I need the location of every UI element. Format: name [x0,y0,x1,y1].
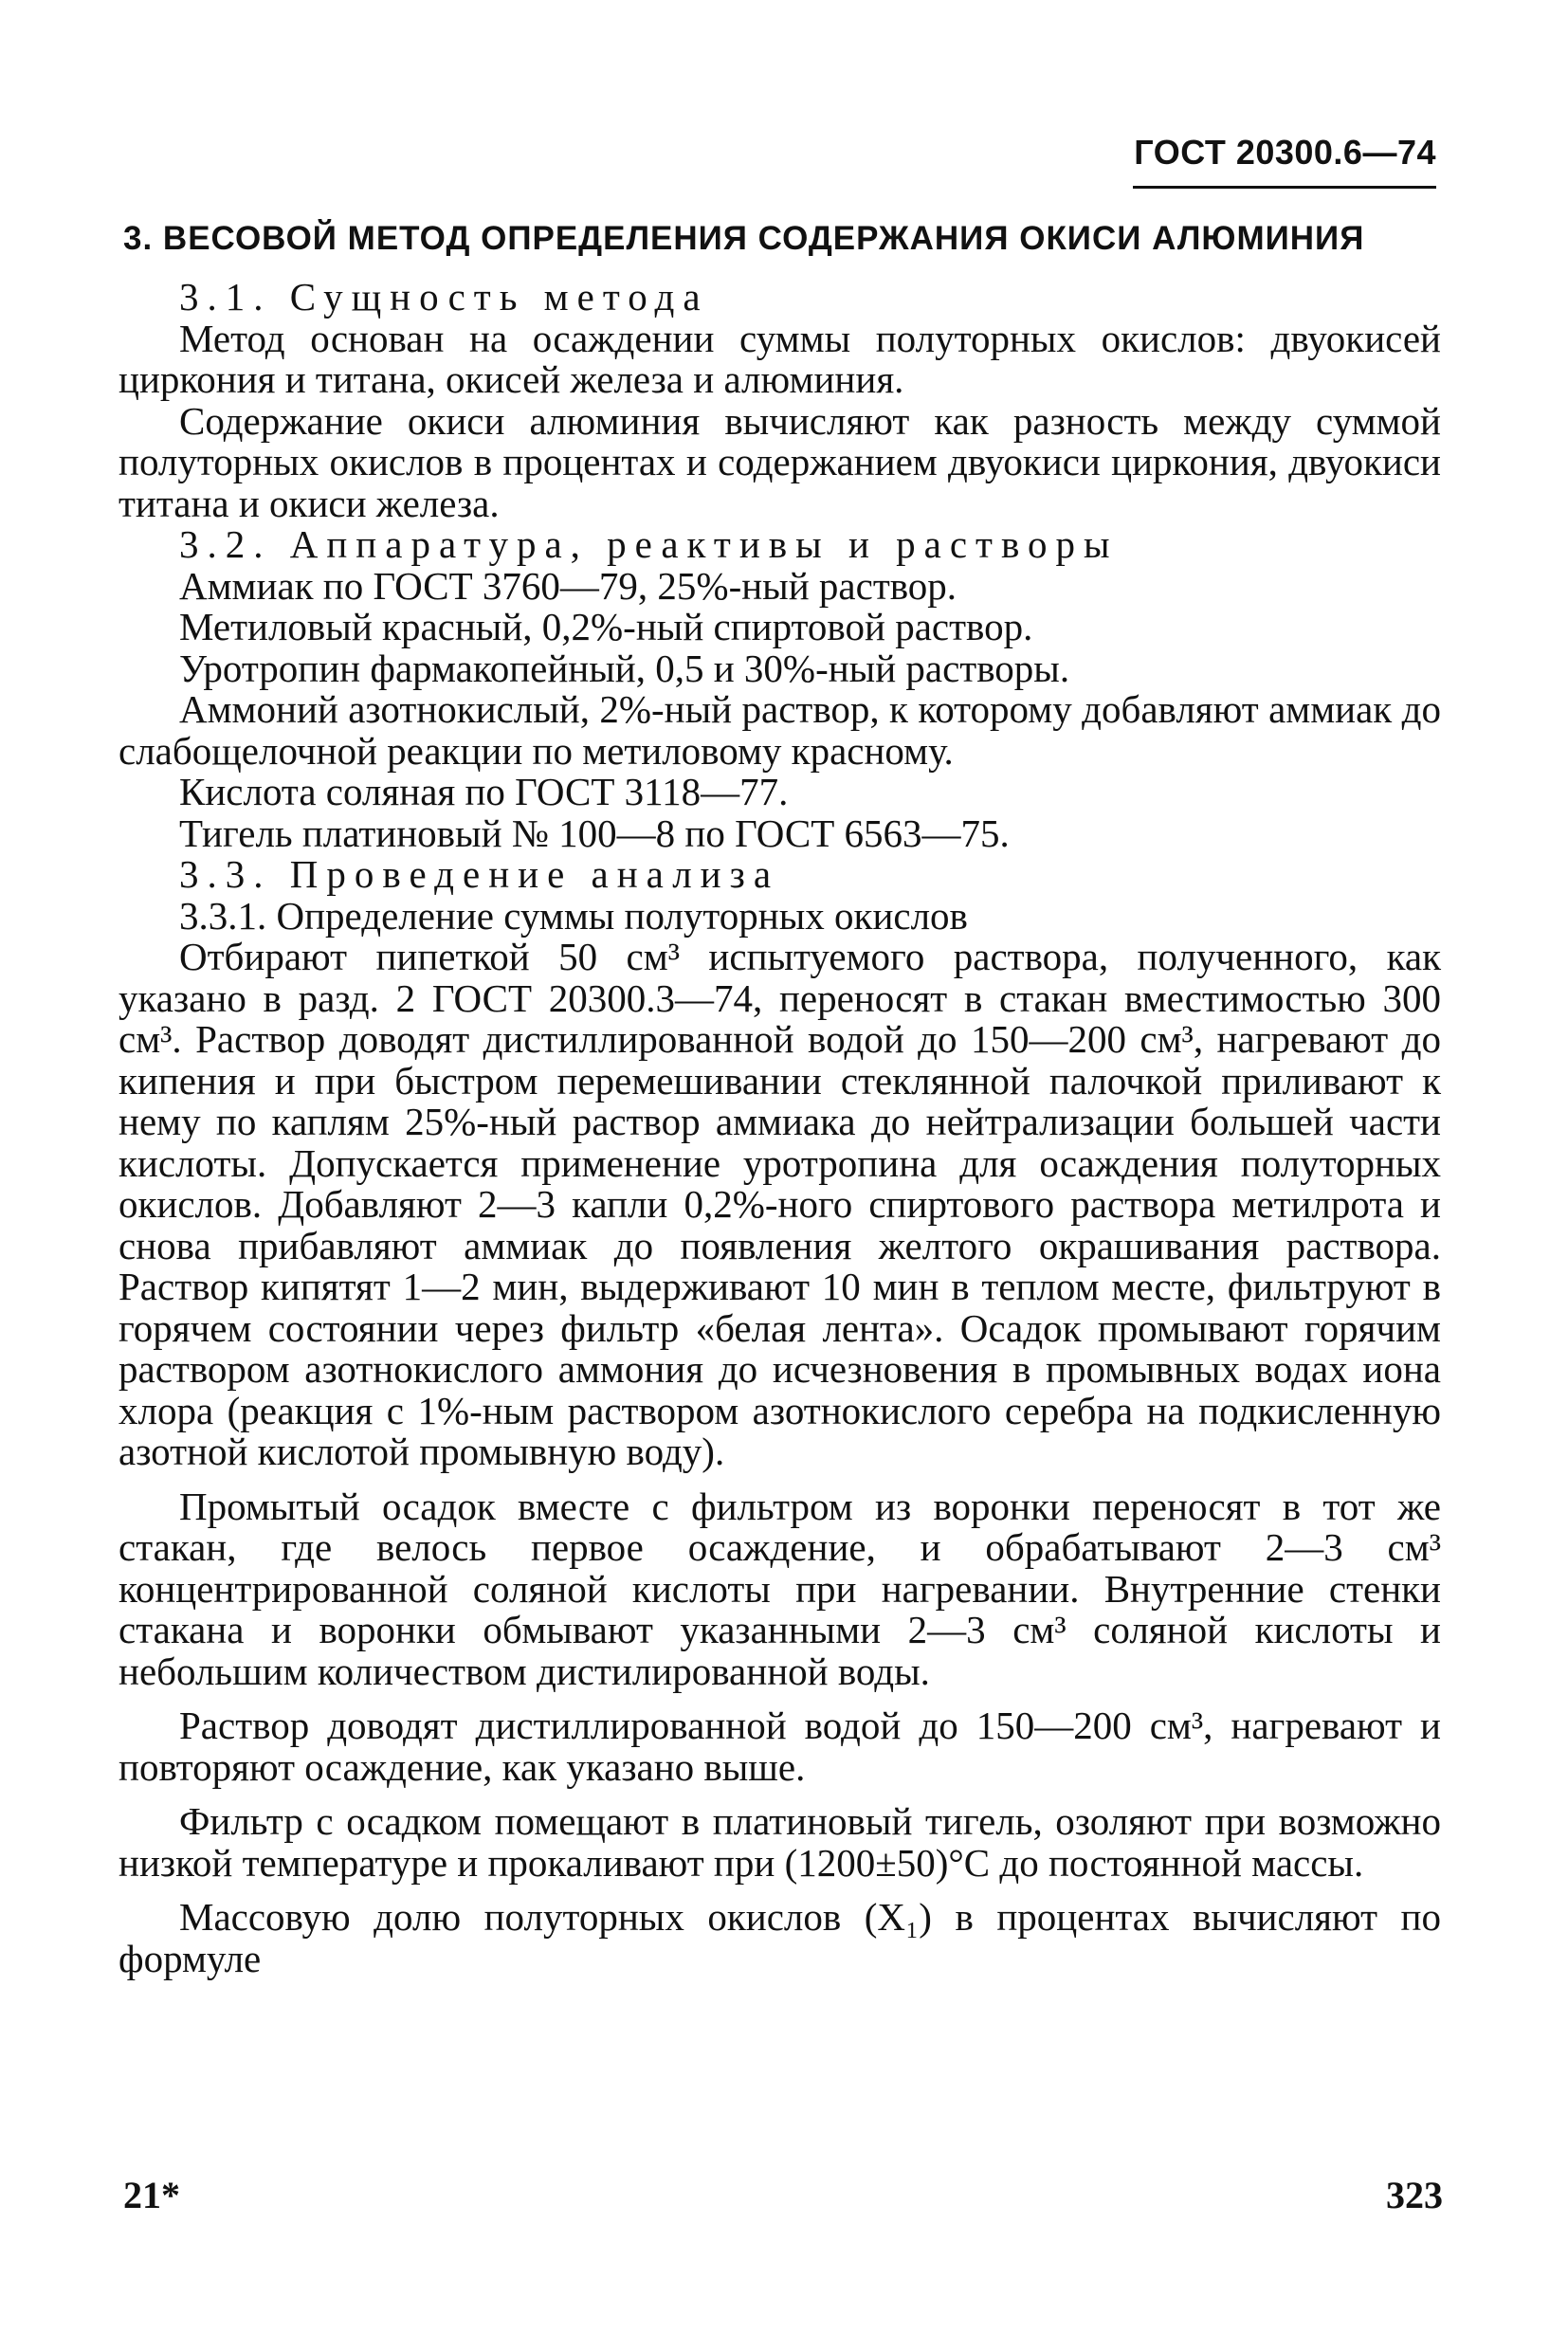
reagent-item: Кислота соляная по ГОСТ 3118—77. [179,770,789,813]
paragraph: Метод основан на осаждении суммы полуторных окислов: двуокисей циркония и титана, окисей железа и алюминия. [119,316,1441,401]
paragraph: Массовую долю полуторных окислов (X₁) в процентах вычисляют по формуле [119,1895,1441,1980]
reagent-item: Тигель платиновый № 100—8 по ГОСТ 6563—75. [179,811,1010,855]
paragraph: Содержание окиси алюминия вычисляют как разность между суммой полуторных окислов в процентах и содержанием двуокиси циркония, двуокиси титана и окиси железа. [119,398,1441,525]
paragraph: Раствор доводят дистиллированной водой до 150—200 см³, нагревают и повторяют осаждение, как указано выше. [119,1704,1441,1789]
subsection-heading-3-1: 3.1. Сущность метода [179,275,709,319]
section-title: 3. ВЕСОВОЙ МЕТОД ОПРЕДЕЛЕНИЯ СОДЕРЖАНИЯ ОКИСИ АЛЮМИНИЯ [123,220,1365,257]
subsection-heading-3-3: 3.3. Проведение анализа [179,852,780,896]
signature-mark: 21* [123,2174,180,2216]
paragraph: Фильтр с осадком помещают в платиновый тигель, озоляют при возможно низкой температуре и прокаливают при (1200±50)°С до постоянной массы. [119,1799,1441,1885]
document-body [119,277,1441,1979]
reagent-item: Аммиак по ГОСТ 3760—79, 25%-ный раствор. [179,563,957,608]
subsection-heading-3-2: 3.2. Аппаратура, реактивы и растворы [179,522,1119,566]
page-number: 323 [1386,2174,1443,2216]
document-number-header: ГОСТ 20300.6—74 [1133,133,1436,189]
reagent-item: Аммоний азотнокислый, 2%-ный раствор, к которому добавляют аммиак до слабощелочной реакции по метиловому красному. [119,687,1441,773]
paragraph: Промытый осадок вместе с фильтром из воронки переносят в тот же стакан, где велось первое осаждение, и обрабатывают 2—3 см³ концентрированной соляной кислоты при нагревании. Внутренние стенки стакана и воронки обмывают указанными 2—3 см³ соляной кислоты и небольшим количеством дистилированной воды. [119,1484,1441,1693]
clause-heading-3-3-1: 3.3.1. Определение суммы полуторных окислов [179,893,968,938]
reagent-item: Уротропин фармакопейный, 0,5 и 30%-ный растворы. [179,646,1070,690]
reagent-item: Метиловый красный, 0,2%-ный спиртовой раствор. [179,605,1033,648]
paragraph: Отбирают пипеткой 50 см³ испытуемого раствора, полученного, как указано в разд. 2 ГОСТ 20300.3—74, переносят в стакан вместимостью 300 см³. Раствор доводят дистиллированной водой до 150—200 см³, нагревают до кипения и при быстром перемешивании стеклянной палочкой приливают к нему по каплям 25%-ный раствор аммиака до нейтрализации большей части кислоты. Допускается применение уротропина для осаждения полуторных окислов. Добавляют 2—3 капли 0,2%-ного спиртового раствора метилрота и снова прибавляют аммиак до появления желтого окрашивания раствора. Раствор кипятят 1—2 мин, выдерживают 10 мин в теплом месте, фильтруют в горячем состоянии через фильтр «белая лента». Осадок промывают горячим раствором азотнокислого аммония до исчезновения в промывных водах иона хлора (реакция с 1%-ным раствором азотнокислого серебра на подкисленную азотной кислотой промывную воду). [119,935,1441,1473]
